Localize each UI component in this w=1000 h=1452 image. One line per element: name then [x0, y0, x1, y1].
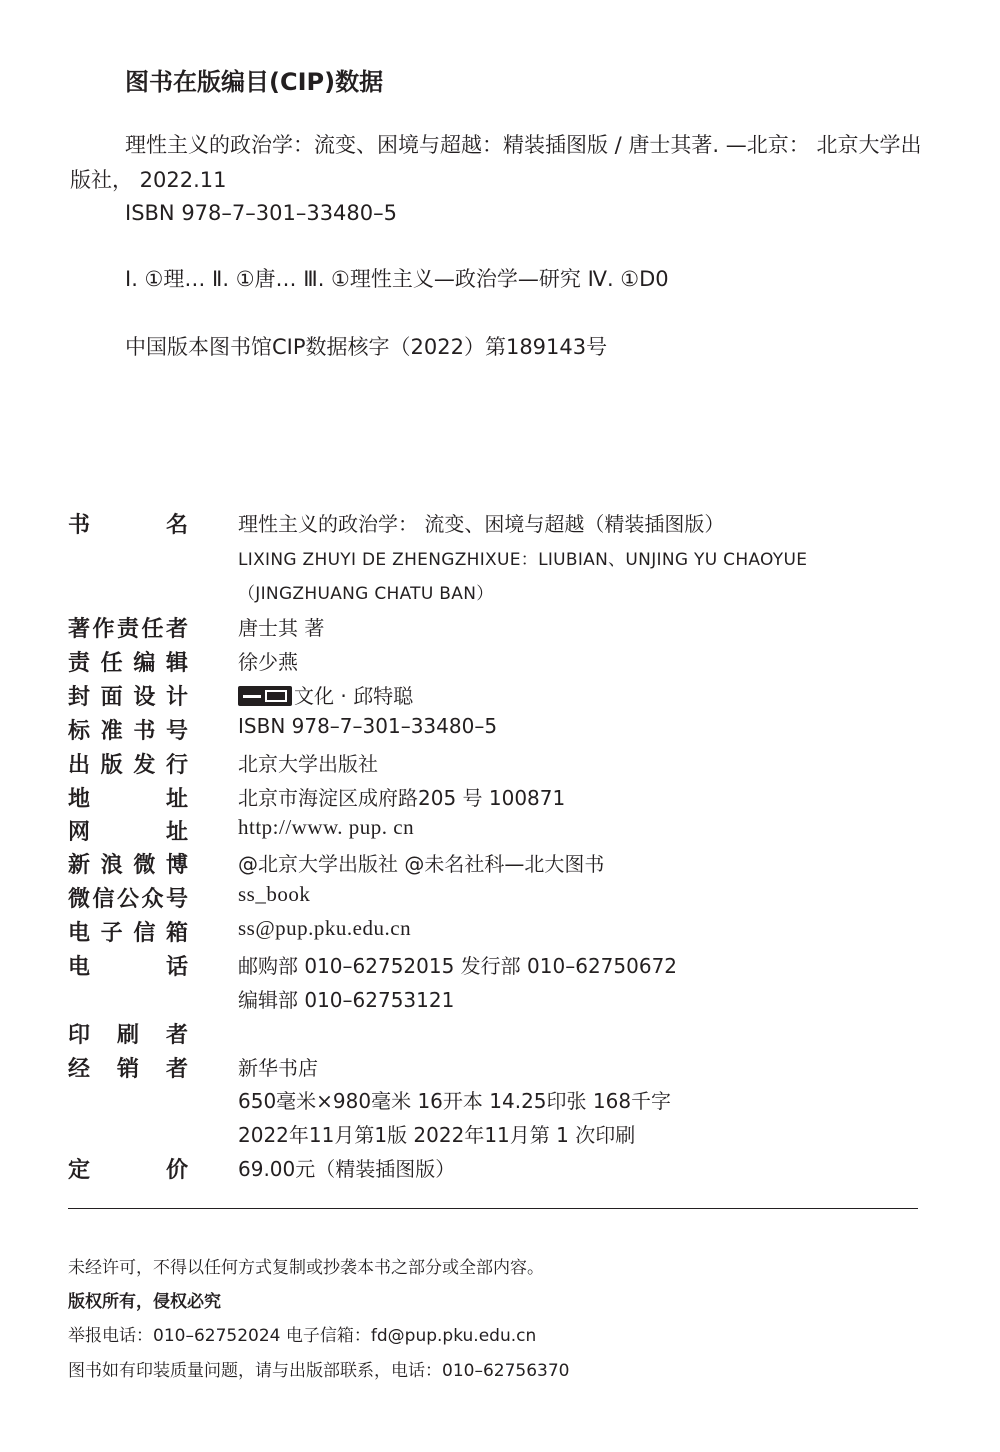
- label-email: 电 子 信 箱: [68, 921, 188, 946]
- value-weibo: @北京大学出版社 @未名社科—北大图书: [238, 852, 605, 876]
- cip-library-record: 中国版本图书馆CIP数据核字（2022）第189143号: [125, 335, 608, 359]
- label-website: 网 址: [68, 820, 188, 845]
- value-publisher: 北京大学出版社: [238, 752, 378, 776]
- value-title-pinyin: LIXING ZHUYI DE ZHENGZHIXUE：LIUBIAN、UNJING YU CHAOYUE: [238, 550, 808, 570]
- label-isbn: 标 准 书 号: [68, 719, 188, 744]
- studio-logo-icon: [238, 686, 292, 706]
- footer-notice: 未经许可，不得以任何方式复制或抄袭本书之部分或全部内容。: [68, 1258, 544, 1278]
- label-weibo: 新 浪 微 博: [68, 853, 188, 878]
- label-address: 地 址: [68, 787, 188, 812]
- footer-quality: 图书如有印装质量问题，请与出版部联系，电话：010–62756370: [68, 1361, 570, 1381]
- label-title: 书 名: [68, 513, 188, 538]
- value-author: 唐士其 著: [238, 616, 325, 640]
- value-distributor: 新华书店: [238, 1056, 318, 1080]
- label-publisher: 出 版 发 行: [68, 753, 188, 778]
- cip-classification: Ⅰ. ①理… Ⅱ. ①唐… Ⅲ. ①理性主义—政治学—研究 Ⅳ. ①D0: [125, 267, 669, 291]
- value-isbn: ISBN 978–7–301–33480–5: [238, 714, 498, 738]
- footer-report: 举报电话：010–62752024 电子信箱：fd@pup.pku.edu.cn: [68, 1326, 537, 1346]
- label-price: 定 价: [68, 1158, 188, 1183]
- value-editor: 徐少燕: [238, 650, 298, 674]
- cip-heading: 图书在版编目(CIP)数据: [125, 68, 384, 96]
- cip-description: 理性主义的政治学：流变、困境与超越：精装插图版 / 唐士其著. —北京： 北京大学出版社， 2022.11: [70, 133, 922, 192]
- value-address: 北京市海淀区成府路205 号 100871: [238, 786, 566, 810]
- value-website[interactable]: http://www. pup. cn: [238, 815, 415, 839]
- value-wechat: ss_book: [238, 882, 311, 906]
- label-cover-design: 封 面 设 计: [68, 685, 188, 710]
- label-editor: 责 任 编 辑: [68, 651, 188, 676]
- value-email[interactable]: ss@pup.pku.edu.cn: [238, 916, 412, 940]
- value-title: 理性主义的政治学： 流变、困境与超越（精装插图版）: [238, 512, 725, 536]
- cip-isbn: ISBN 978–7–301–33480–5: [125, 201, 398, 225]
- value-phone-2: 编辑部 010–62753121: [238, 988, 455, 1012]
- footer-rights: 版权所有，侵权必究: [68, 1292, 221, 1312]
- label-printer: 印 刷 者: [68, 1023, 188, 1048]
- value-cover-design: 文化 · 邱特聪: [238, 680, 413, 709]
- value-price: 69.00元（精装插图版）: [238, 1157, 456, 1181]
- label-phone: 电 话: [68, 955, 188, 980]
- label-distributor: 经 销 者: [68, 1057, 188, 1082]
- divider: [68, 1208, 918, 1209]
- label-wechat: 微 信 公 众 号: [68, 887, 188, 912]
- value-edition: 2022年11月第1版 2022年11月第 1 次印刷: [238, 1123, 636, 1147]
- value-phone-1: 邮购部 010–62752015 发行部 010–62750672: [238, 954, 678, 978]
- label-author: 著 作 责 任 者: [68, 617, 188, 642]
- value-format: 650毫米×980毫米 16开本 14.25印张 168千字: [238, 1089, 672, 1113]
- value-title-pinyin-2: （JINGZHUANG CHATU BAN）: [238, 584, 494, 604]
